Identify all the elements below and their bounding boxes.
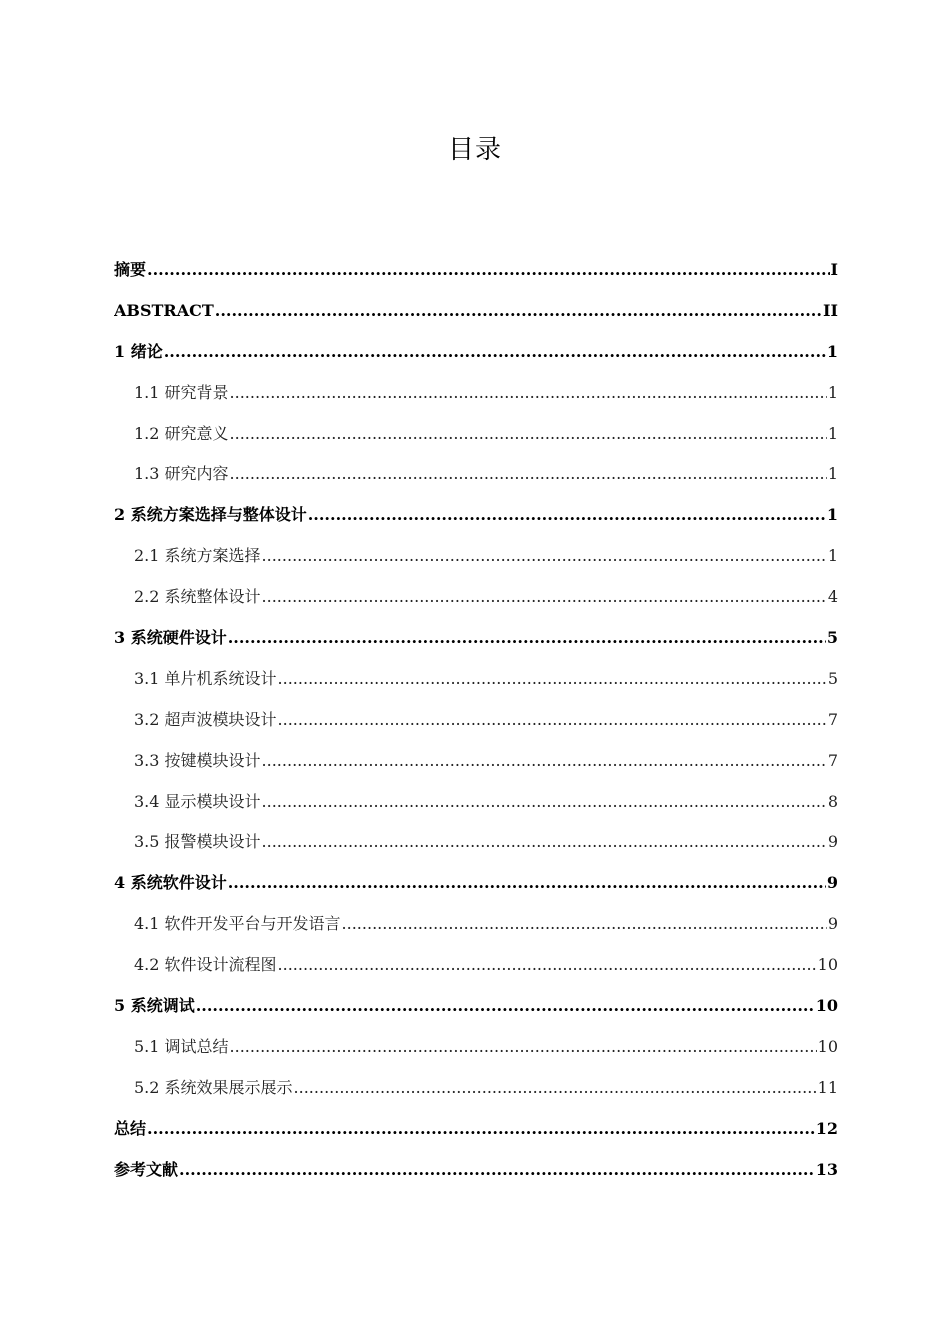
toc-entry-page: 4: [827, 587, 838, 607]
toc-entry-section-3-1[interactable]: [114, 662, 838, 703]
dot-leader: [342, 907, 827, 941]
toc-entry-section-1-1[interactable]: [114, 376, 838, 417]
toc-entry-page: 10: [815, 996, 838, 1016]
toc-entry-chapter-5[interactable]: [114, 989, 838, 1030]
dot-leader: [262, 539, 827, 573]
toc-entry-label: 4.1 软件开发平台与开发语言: [134, 914, 341, 934]
toc-entry-abstract-cn[interactable]: [114, 253, 838, 294]
toc-entry-page: 1: [826, 341, 838, 361]
toc-entry-section-4-2[interactable]: [114, 948, 838, 989]
dot-leader: [215, 294, 822, 328]
toc-entry-label: 摘要: [114, 260, 147, 279]
dot-leader: [262, 744, 827, 778]
toc-entry-label: 1.3 研究内容: [134, 464, 229, 484]
toc-entry-label: 5.1 调试总结: [134, 1036, 229, 1056]
toc-entry-label: 参考文献: [114, 1159, 179, 1179]
toc-entry-page: 1: [826, 505, 838, 525]
toc-entry-chapter-1[interactable]: [114, 335, 838, 376]
dot-leader: [262, 785, 827, 819]
toc-entry-abstract-en[interactable]: [114, 294, 838, 335]
toc-entry-label: 2 系统方案选择与整体设计: [114, 505, 307, 525]
toc-entry-section-2-2[interactable]: [114, 580, 838, 621]
toc-entry-page: 13: [815, 1159, 838, 1179]
dot-leader: [164, 335, 826, 369]
toc-entry-page: 12: [815, 1118, 838, 1138]
toc-entry-label: 3.1 单片机系统设计: [134, 668, 277, 688]
toc-entry-page: 1: [827, 423, 838, 443]
toc-entry-label: 2.2 系统整体设计: [134, 587, 261, 607]
toc-entry-page: I: [830, 260, 838, 279]
toc-entry-references[interactable]: [114, 1153, 838, 1194]
dot-leader: [294, 1071, 817, 1105]
dot-leader: [147, 1112, 815, 1146]
toc-entry-label: 4 系统软件设计: [114, 873, 227, 893]
dot-leader: [278, 662, 827, 696]
toc-entry-conclusion[interactable]: [114, 1112, 838, 1153]
toc-entry-label: 总结: [114, 1118, 147, 1138]
toc-entry-label: 4.2 软件设计流程图: [134, 955, 277, 975]
toc-entry-label: 1 绪论: [114, 341, 163, 361]
toc-entry-section-1-2[interactable]: [114, 417, 838, 458]
toc-entry-label: 5 系统调试: [114, 996, 195, 1016]
dot-leader: [278, 948, 817, 982]
toc-entry-page: 1: [827, 546, 838, 566]
toc-title: 目录: [447, 135, 502, 165]
toc-entry-page: 10: [817, 955, 838, 975]
toc-entry-section-5-2[interactable]: [114, 1071, 838, 1112]
toc-entry-label: 3.2 超声波模块设计: [134, 709, 277, 729]
dot-leader: [228, 866, 826, 900]
dot-leader: [228, 621, 826, 655]
dot-leader: [230, 376, 827, 410]
toc-entry-page: 11: [817, 1077, 838, 1097]
toc-entry-chapter-2[interactable]: [114, 498, 838, 539]
toc-entry-section-3-5[interactable]: [114, 825, 838, 866]
dot-leader: [262, 825, 827, 859]
toc-entry-section-5-1[interactable]: [114, 1030, 838, 1071]
toc-entry-page: 5: [827, 668, 838, 688]
toc-entry-section-3-4[interactable]: [114, 785, 838, 826]
toc-entry-page: 1: [827, 464, 838, 484]
toc-entry-page: 9: [827, 914, 838, 934]
dot-leader: [230, 417, 827, 451]
toc-entry-page: 5: [826, 628, 838, 648]
toc-entry-section-2-1[interactable]: [114, 539, 838, 580]
dot-leader: [230, 457, 827, 491]
toc-entry-page: 10: [817, 1036, 838, 1056]
toc-entry-page: 7: [827, 750, 838, 770]
toc-entry-label: 3.4 显示模块设计: [134, 791, 261, 811]
toc-entry-section-1-3[interactable]: [114, 457, 838, 498]
toc-entry-page: 1: [827, 382, 838, 402]
dot-leader: [308, 498, 826, 532]
toc-entry-label: 3 系统硬件设计: [114, 628, 227, 648]
toc-entry-label: 5.2 系统效果展示展示: [134, 1077, 293, 1097]
toc-entry-page: 9: [826, 873, 838, 893]
toc-entry-label: 3.5 报警模块设计: [134, 832, 261, 852]
dot-leader: [262, 580, 827, 614]
toc-entry-section-4-1[interactable]: [114, 907, 838, 948]
toc-entry-chapter-4[interactable]: [114, 866, 838, 907]
toc-entry-label: 3.3 按键模块设计: [134, 750, 261, 770]
dot-leader: [196, 989, 815, 1023]
toc-entry-label: 1.1 研究背景: [134, 382, 229, 402]
dot-leader: [179, 1153, 815, 1187]
toc-entry-label: ABSTRACT: [114, 300, 214, 320]
dot-leader: [147, 253, 830, 287]
toc-entry-label: 1.2 研究意义: [134, 423, 229, 443]
dot-leader: [278, 703, 827, 737]
toc-entry-section-3-3[interactable]: [114, 744, 838, 785]
toc-entry-page: 9: [827, 832, 838, 852]
toc-entry-chapter-3[interactable]: [114, 621, 838, 662]
toc-entry-section-3-2[interactable]: [114, 703, 838, 744]
toc-entry-page: 7: [827, 709, 838, 729]
dot-leader: [230, 1030, 817, 1064]
toc-entry-page: 8: [827, 791, 838, 811]
table-of-contents: [114, 253, 838, 1193]
toc-entry-label: 2.1 系统方案选择: [134, 546, 261, 566]
toc-entry-page: II: [823, 300, 838, 320]
